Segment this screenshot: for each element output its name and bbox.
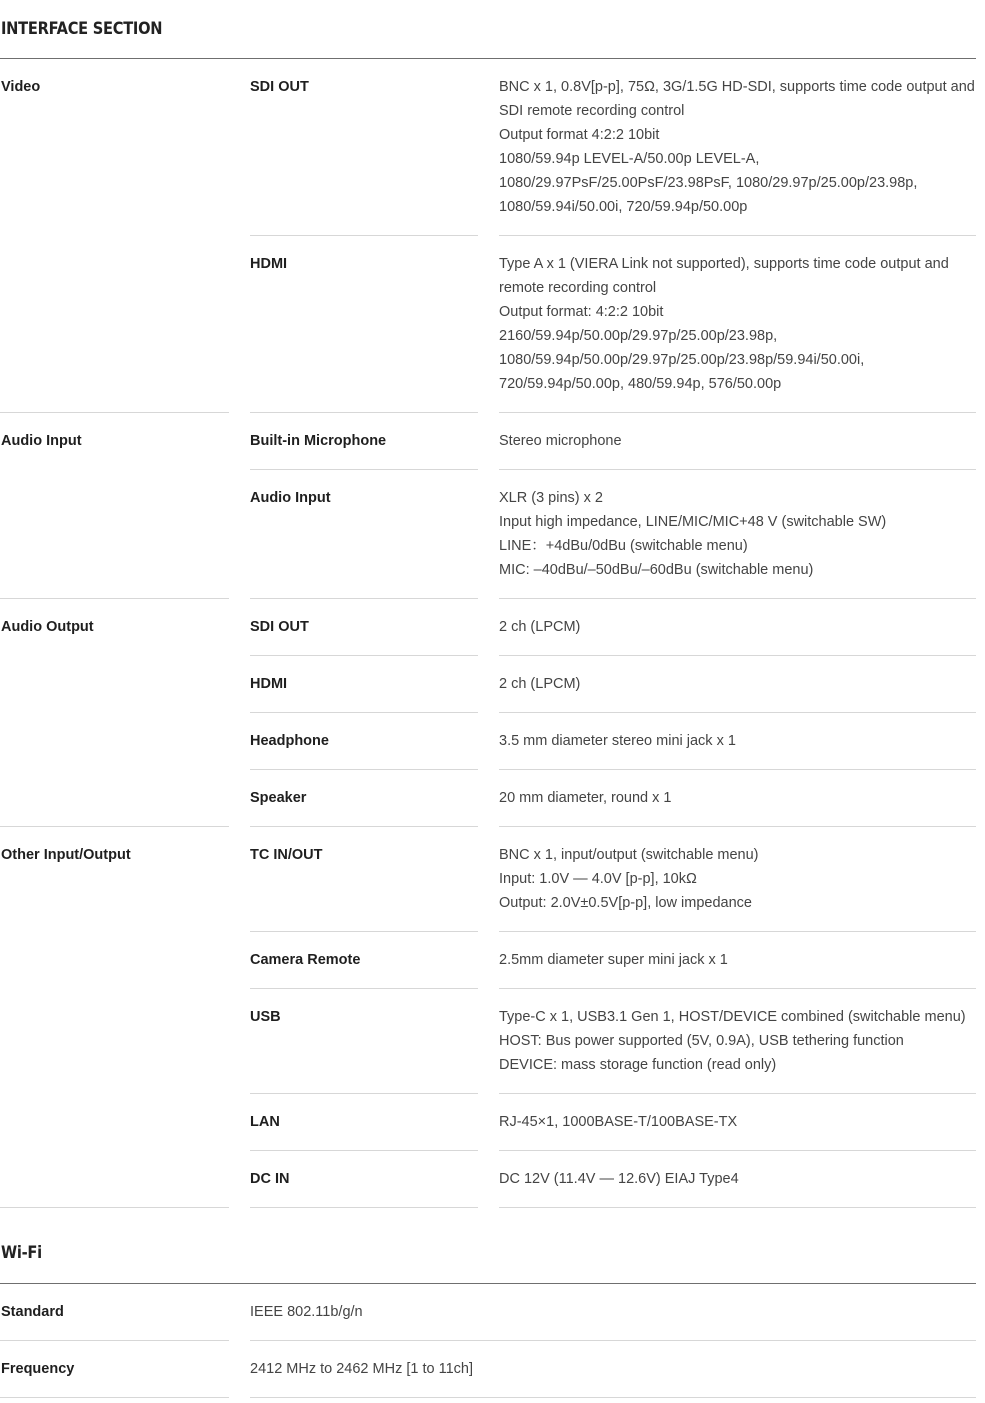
spec-value-tc-in-out: BNC x 1, input/output (switchable menu) Input: 1.0V — 4.0V [p-p], 10kΩ Output: 2.0V±0.5V[p-p], low impedance [499, 847, 759, 911]
row-divider [250, 235, 478, 236]
spec-label-headphone: Headphone [250, 733, 329, 749]
spec-label-speaker: Speaker [250, 790, 307, 806]
interface-section-title: INTERFACE SECTION [1, 19, 163, 39]
spec-label-built-in-microphone: Built-in Microphone [250, 433, 387, 449]
spec-value-camera-remote: 2.5mm diameter super mini jack x 1 [499, 952, 728, 968]
group-divider [0, 412, 229, 413]
row-divider [0, 1340, 229, 1341]
spec-value-speaker: 20 mm diameter, round x 1 [499, 790, 672, 806]
spec-value-audio-input: XLR (3 pins) x 2 Input high impedance, LINE/MIC/MIC+48 V (switchable SW) LINE：+4dBu/0dBu (switchable menu) MIC: –40dBu/–50dBu/–60dBu (switchable menu) [499, 490, 887, 578]
spec-value-usb: Type-C x 1, USB3.1 Gen 1, HOST/DEVICE combined (switchable menu) HOST: Bus power supported (5V, 0.9A), USB tethering function DEVICE: mass storage function (read only) [499, 1009, 966, 1073]
spec-label-tc-in-out: TC IN/OUT [250, 847, 323, 863]
category-other-input-output: Other Input/Output [1, 847, 131, 863]
row-divider [499, 712, 976, 713]
row-divider [250, 412, 478, 413]
wifi-label-frequency: Frequency [1, 1361, 75, 1377]
row-divider [499, 469, 976, 470]
category-audio-input: Audio Input [1, 433, 82, 449]
spec-label-audio-input: Audio Input [250, 490, 331, 506]
spec-label-lan: LAN [250, 1114, 280, 1130]
spec-label-dc-in: DC IN [250, 1171, 290, 1187]
row-divider [499, 1150, 976, 1151]
row-divider [250, 1207, 478, 1208]
row-divider [250, 826, 478, 827]
group-divider [0, 826, 229, 827]
row-divider [250, 1150, 478, 1151]
row-divider [499, 988, 976, 989]
row-divider [250, 769, 478, 770]
row-divider [499, 655, 976, 656]
spec-label-hdmi-audio: HDMI [250, 676, 288, 692]
row-divider [0, 1397, 229, 1398]
row-divider [250, 988, 478, 989]
spec-value-hdmi: Type A x 1 (VIERA Link not supported), supports time code output and remote recording control Output format: 4:2:2 10bit 2160/59.94p/50.00p/29.97p/25.00p/23.98p, 1080/59.94p/50.00p/29.97p/25.00p/23.98p/59.94i/50.00i, 720/59.94p/50.00p, 480/59.94p, 576/50.00p [499, 256, 949, 392]
wifi-label-standard: Standard [1, 1304, 64, 1320]
spec-value-sdi-out: BNC x 1, 0.8V[p-p], 75Ω, 3G/1.5G HD-SDI, supports time code output and SDI remote recording control Output format 4:2:2 10bit 1080/59.94p LEVEL-A/50.00p LEVEL-A, 1080/29.97PsF/25.00PsF/23.98PsF, 1080/29.97p/25.00p/23.98p, 1080/59.94i/50.00i, 720/59.94p/50.00p [499, 79, 975, 215]
row-divider [250, 655, 478, 656]
spec-label-usb: USB [250, 1009, 281, 1025]
row-divider [499, 1093, 976, 1094]
row-divider [250, 598, 478, 599]
row-divider [499, 235, 976, 236]
section-divider [0, 58, 976, 59]
category-video: Video [1, 79, 41, 95]
spec-label-hdmi: HDMI [250, 256, 288, 272]
spec-value-lan: RJ-45×1, 1000BASE-T/100BASE-TX [499, 1114, 738, 1130]
row-divider [250, 1340, 976, 1341]
wifi-value-frequency: 2412 MHz to 2462 MHz [1 to 11ch] [250, 1361, 473, 1377]
row-divider [499, 1207, 976, 1208]
category-audio-output: Audio Output [1, 619, 94, 635]
row-divider [499, 769, 976, 770]
row-divider [499, 412, 976, 413]
row-divider [250, 931, 478, 932]
wifi-section-title: Wi-Fi [1, 1243, 42, 1263]
spec-value-hdmi-audio: 2 ch (LPCM) [499, 676, 581, 692]
row-divider [499, 931, 976, 932]
row-divider [250, 1397, 976, 1398]
row-divider [250, 712, 478, 713]
spec-label-camera-remote: Camera Remote [250, 952, 361, 968]
spec-value-sdi-out-audio: 2 ch (LPCM) [499, 619, 581, 635]
row-divider [250, 469, 478, 470]
spec-value-headphone: 3.5 mm diameter stereo mini jack x 1 [499, 733, 736, 749]
row-divider [499, 826, 976, 827]
spec-value-dc-in: DC 12V (11.4V — 12.6V) EIAJ Type4 [499, 1171, 739, 1187]
row-divider [499, 598, 976, 599]
group-divider [0, 1207, 229, 1208]
group-divider [0, 598, 229, 599]
spec-label-sdi-out: SDI OUT [250, 79, 309, 95]
row-divider [250, 1093, 478, 1094]
section-divider [0, 1283, 976, 1284]
spec-label-sdi-out-audio: SDI OUT [250, 619, 309, 635]
spec-value-built-in-microphone: Stereo microphone [499, 433, 622, 449]
wifi-value-standard: IEEE 802.11b/g/n [250, 1304, 363, 1320]
